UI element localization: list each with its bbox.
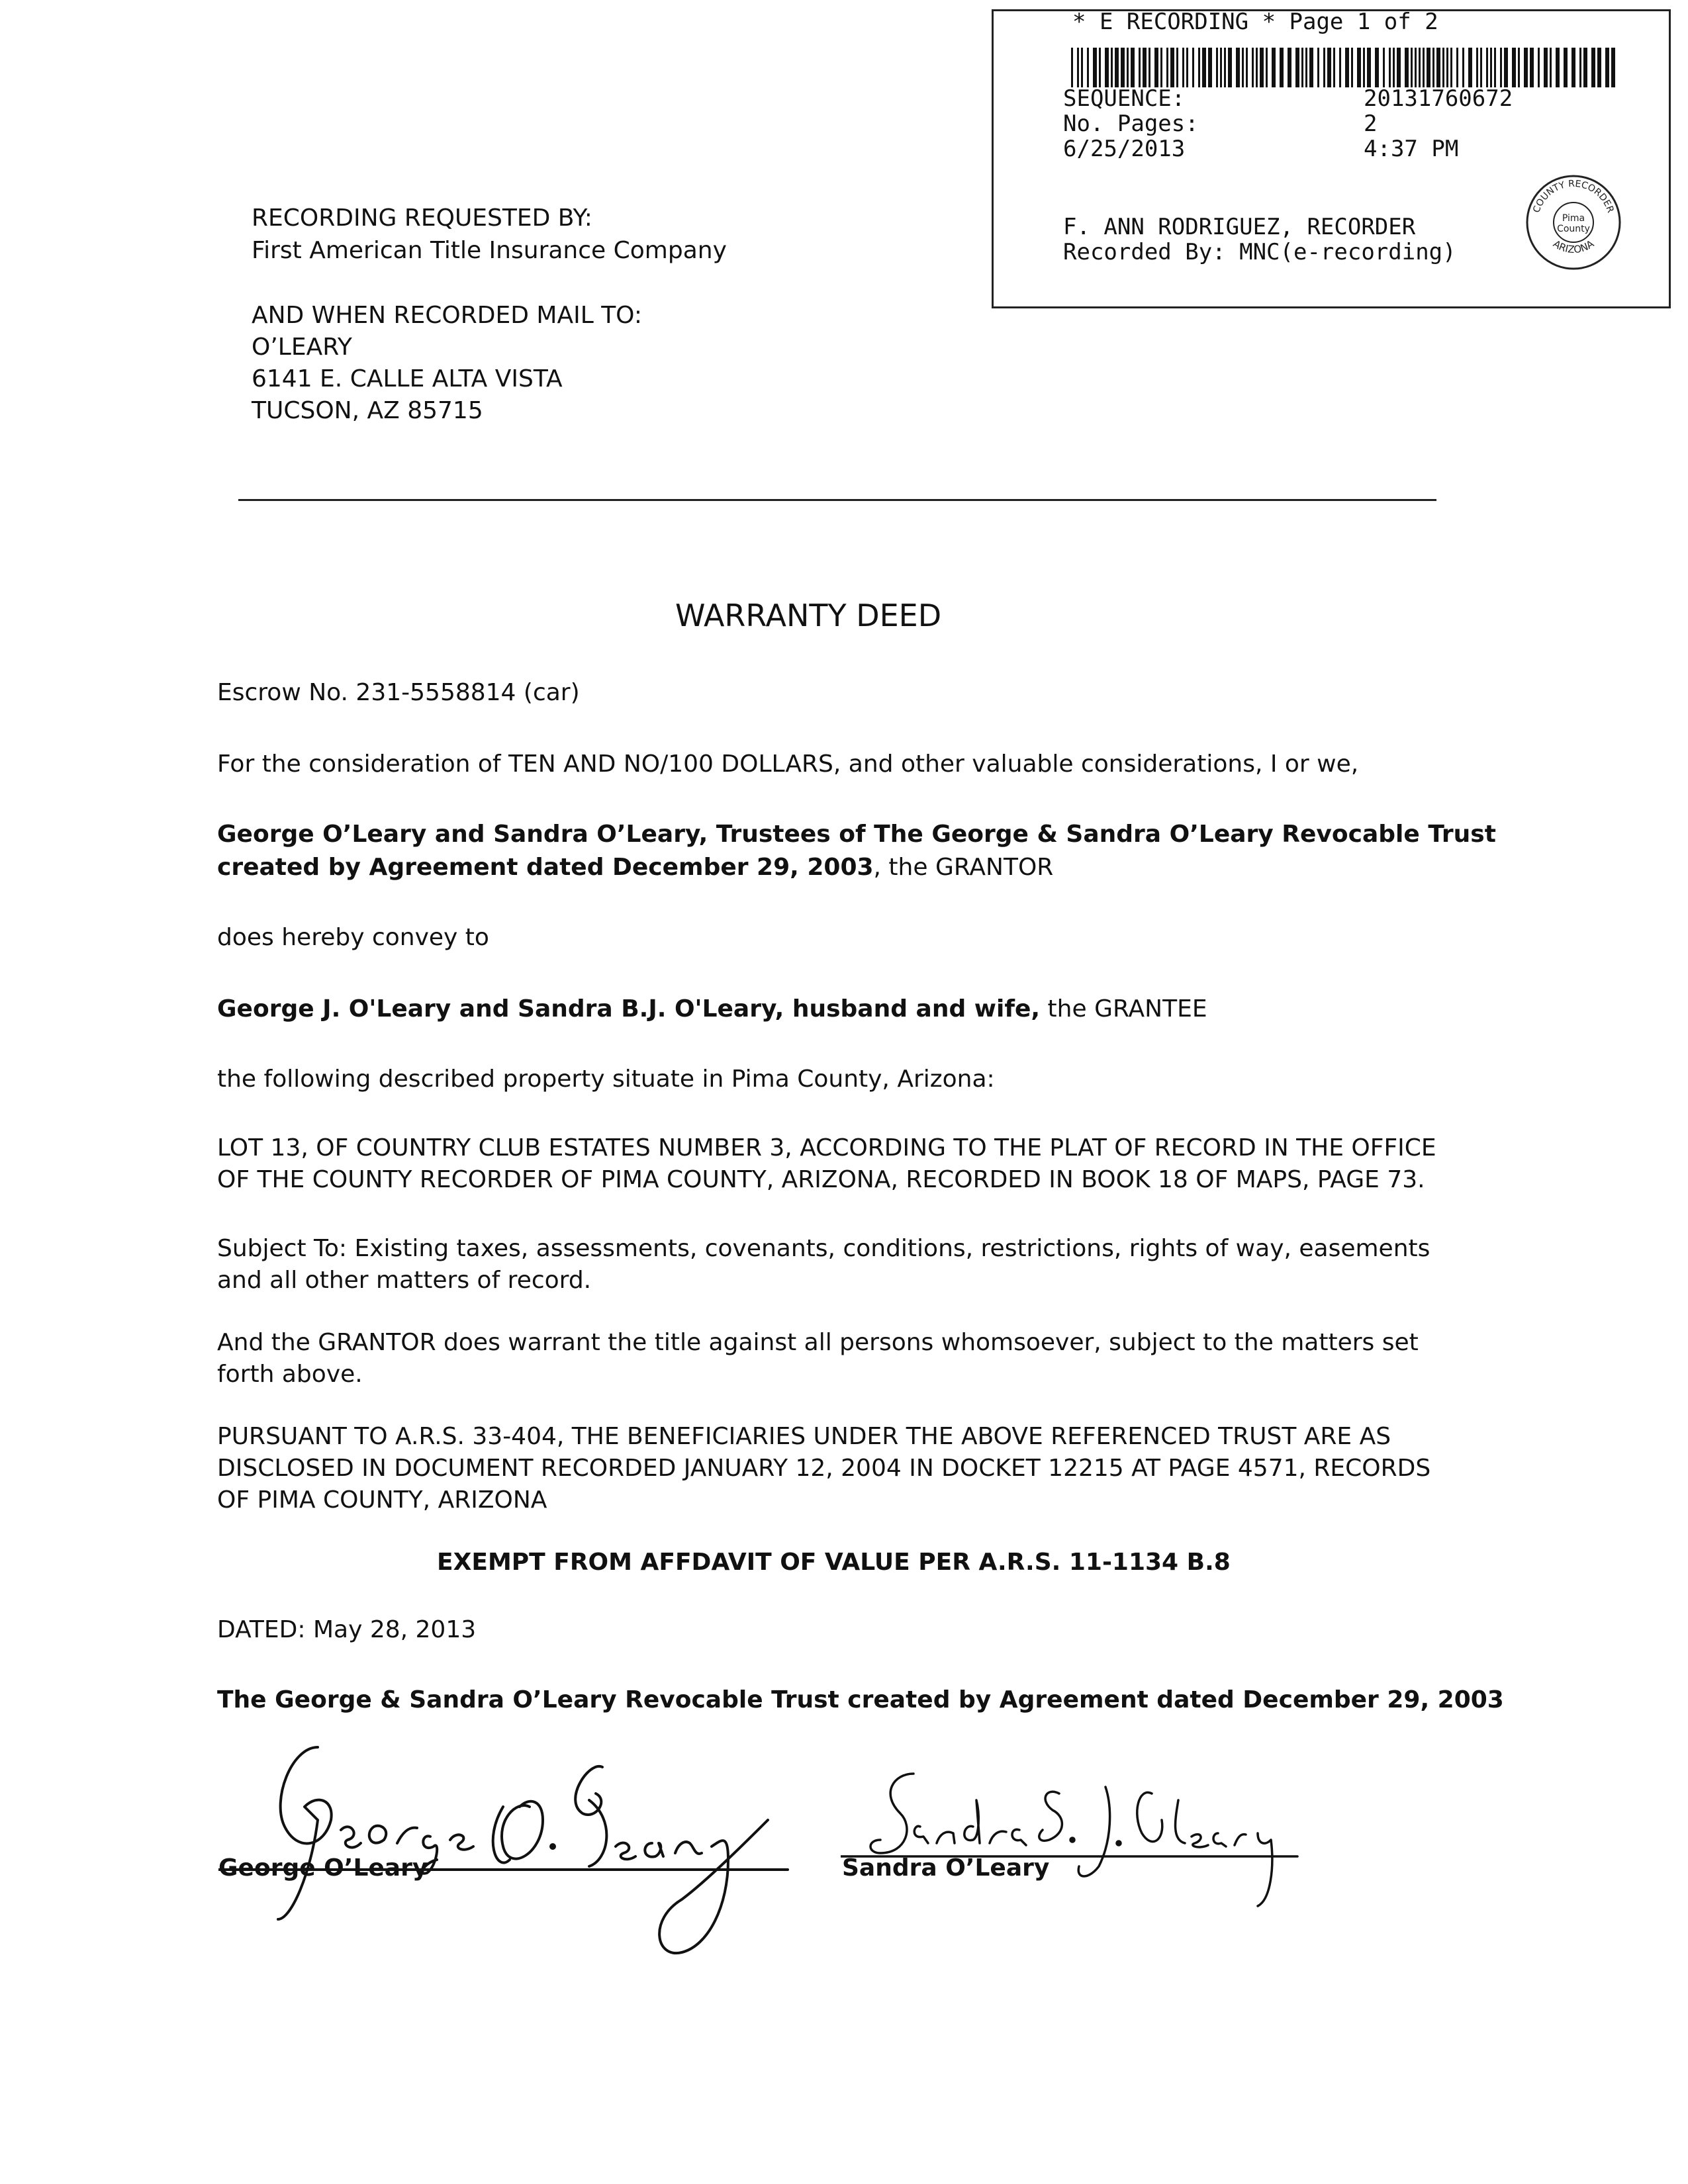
consideration-text: For the consideration of TEN AND NO/100 DOLLARS, and other valuable considerations, I or we, <box>217 751 1359 778</box>
page-title: WARRANTY DEED <box>675 598 942 633</box>
property-intro: the following described property situate in Pima County, Arizona: <box>217 1066 995 1093</box>
convey-text: does hereby convey to <box>217 924 489 951</box>
grantor-date: created by Agreement dated December 29, 2003 <box>217 854 874 881</box>
mail-to-city: TUCSON, AZ 85715 <box>252 397 483 424</box>
pursuant-line-3: OF PIMA COUNTY, ARIZONA <box>217 1486 547 1514</box>
requested-by-label: RECORDING REQUESTED BY: <box>252 205 592 232</box>
exempt-notice: EXEMPT FROM AFFDAVIT OF VALUE PER A.R.S. 11-1134 B.8 <box>437 1549 1231 1576</box>
grantee-names: George J. O'Leary and Sandra B.J. O'Leary, husband and wife, <box>217 995 1041 1023</box>
legal-line-1: LOT 13, OF COUNTRY CLUB ESTATES NUMBER 3, ACCORDING TO THE PLAT OF RECORD IN THE OFFICE <box>217 1134 1436 1161</box>
mail-to-label: AND WHEN RECORDED MAIL TO: <box>252 302 643 329</box>
recording-time: 4:37 PM <box>1364 136 1459 162</box>
subject-to-line-1: Subject To: Existing taxes, assessments, covenants, conditions, restrictions, rights of way, easements <box>217 1235 1430 1262</box>
county-seal-icon <box>1524 173 1622 271</box>
grantee-role: the GRANTEE <box>1040 995 1207 1023</box>
sequence-label: SEQUENCE: <box>1063 85 1186 112</box>
warrant-line-2: forth above. <box>217 1361 363 1388</box>
recorder-name: F. ANN RODRIGUEZ, RECORDER <box>1063 214 1416 240</box>
svg-text:Pima: Pima <box>1562 213 1585 224</box>
svg-text:County: County <box>1557 224 1590 234</box>
pages-label: No. Pages: <box>1063 111 1199 137</box>
pages-value: 2 <box>1364 111 1378 137</box>
svg-text:COUNTY RECORDER: COUNTY RECORDER <box>1531 178 1616 214</box>
sequence-value: 20131760672 <box>1364 85 1513 112</box>
grantor-role: , the GRANTOR <box>873 854 1054 881</box>
signer-name-sandra: Sandra O’Leary <box>842 1854 1050 1882</box>
recording-date: 6/25/2013 <box>1063 136 1186 162</box>
pursuant-line-1: PURSUANT TO A.R.S. 33-404, THE BENEFICIARIES UNDER THE ABOVE REFERENCED TRUST ARE AS <box>217 1423 1391 1450</box>
signature-sandra-icon <box>841 1747 1304 1946</box>
grantor-line-2 <box>217 851 1053 884</box>
grantor-line-1: George O’Leary and Sandra O’Leary, Trustees of The George & Sandra O’Leary Revocable Trust <box>217 821 1496 848</box>
warrant-line-1: And the GRANTOR does warrant the title against all persons whomsoever, subject to the matters set <box>217 1329 1419 1356</box>
mail-to-name: O’LEARY <box>252 334 352 361</box>
svg-text:ARIZONA: ARIZONA <box>1550 238 1597 256</box>
subject-to-line-2: and all other matters of record. <box>217 1267 592 1294</box>
legal-line-2: OF THE COUNTY RECORDER OF PIMA COUNTY, ARIZONA, RECORDED IN BOOK 18 OF MAPS, PAGE 73. <box>217 1166 1425 1193</box>
escrow-number: Escrow No. 231-5558814 (car) <box>217 679 580 706</box>
trust-name: The George & Sandra O’Leary Revocable Trust created by Agreement dated December 29, 2003 <box>217 1686 1504 1713</box>
dated-line: DATED: May 28, 2013 <box>217 1616 477 1643</box>
requested-by-company: First American Title Insurance Company <box>252 237 727 264</box>
header-rule <box>238 499 1436 501</box>
stamp-header: * E RECORDING * Page 1 of 2 <box>1072 9 1438 35</box>
grantee-line <box>217 993 1207 1026</box>
mail-to-street: 6141 E. CALLE ALTA VISTA <box>252 365 563 392</box>
signer-name-george: George O’Leary <box>218 1854 428 1882</box>
recorded-by: Recorded By: MNC(e-recording) <box>1063 239 1456 265</box>
barcode <box>1071 48 1618 87</box>
pursuant-line-2: DISCLOSED IN DOCUMENT RECORDED JANUARY 12, 2004 IN DOCKET 12215 AT PAGE 4571, RECORDS <box>217 1455 1431 1482</box>
